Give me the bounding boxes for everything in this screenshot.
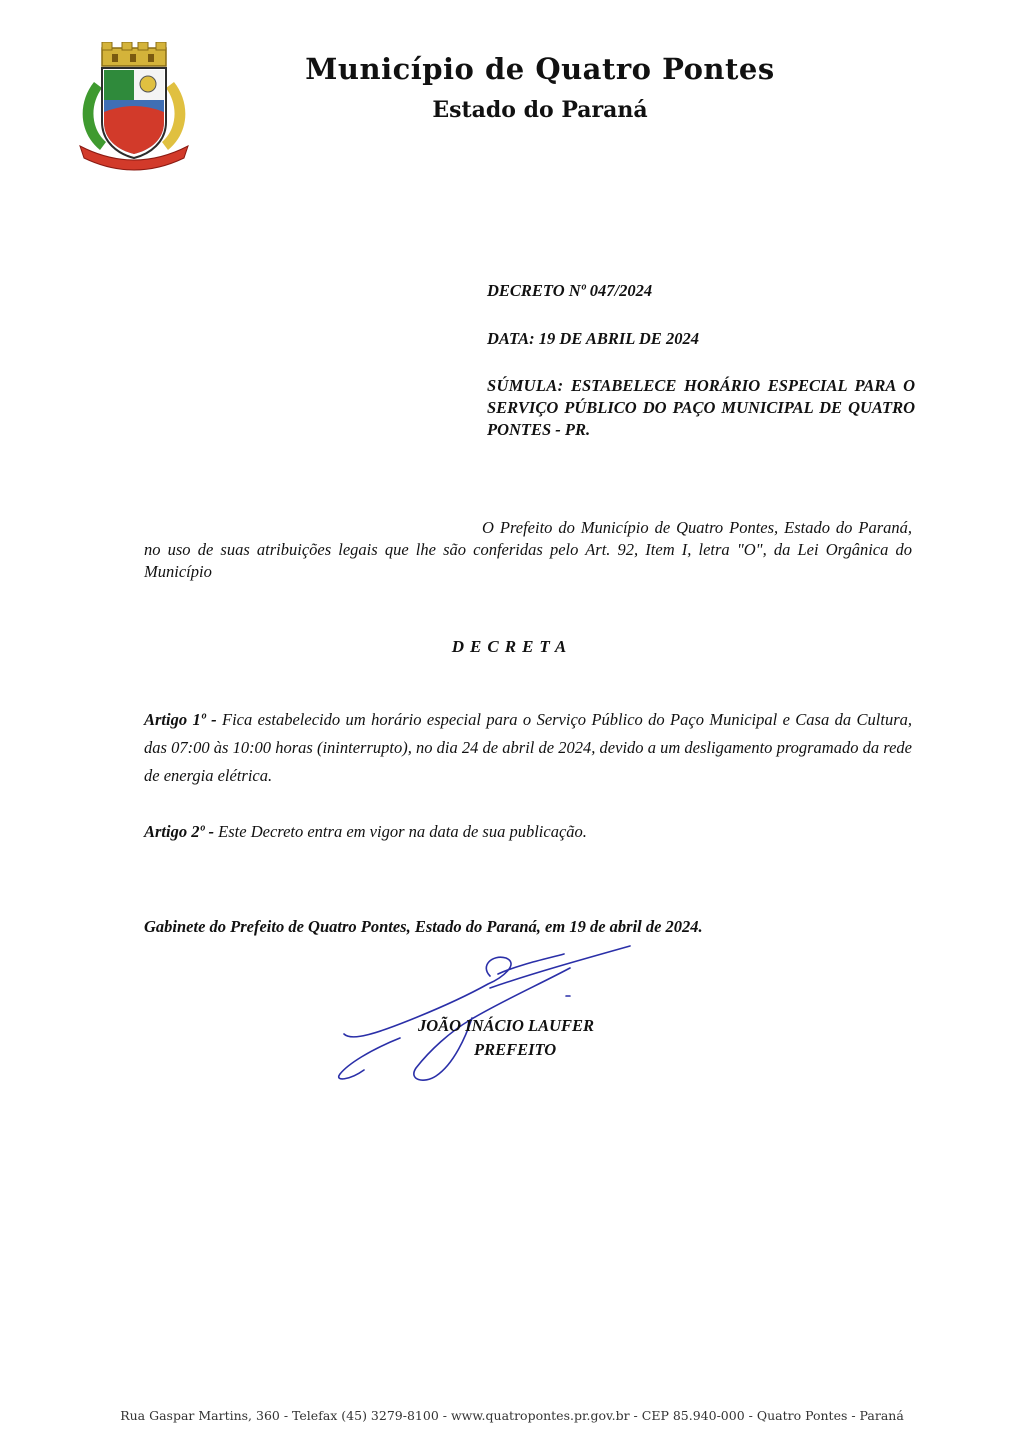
article-1-label: Artigo 1º - — [144, 710, 217, 729]
decree-number: DECRETO Nº 047/2024 — [487, 281, 653, 300]
article-2-text: Este Decreto entra em vigor na data de sua publicação. — [218, 822, 587, 841]
intro-text: O Prefeito do Município de Quatro Pontes, Estado do Paraná, no uso de suas atribuições legais que lhe são conferidas pelo Art. 92, Item I, letra "O", da Lei Orgânica do Município — [144, 518, 912, 581]
article-1-text: Fica estabelecido um horário especial para o Serviço Público do Paço Municipal e Casa da Cultura, das 07:00 às 10:00 horas (ininterrupto), no dia 24 de abril de 2024, devido a um desligamento programado da rede de energia elétrica. — [144, 710, 912, 785]
state-subtitle: Estado do Paraná — [432, 97, 648, 123]
intro-paragraph — [144, 517, 912, 583]
crest-crown — [102, 42, 166, 66]
handwritten-signature — [330, 938, 650, 1088]
signer-name: JOÃO INÁCIO LAUFER — [418, 1016, 595, 1035]
municipal-crest — [72, 42, 196, 172]
article-2 — [144, 818, 912, 846]
closing-line: Gabinete do Prefeito de Quatro Pontes, Estado do Paraná, em 19 de abril de 2024. — [144, 917, 703, 936]
decreta-heading: DECRETA — [451, 637, 573, 656]
signer-role: PREFEITO — [474, 1040, 557, 1059]
article-2-label: Artigo 2º - — [144, 822, 215, 841]
signer-block — [418, 1014, 678, 1062]
crest-shield — [102, 68, 166, 158]
article-1 — [144, 706, 912, 790]
municipality-title: Município de Quatro Pontes — [305, 52, 775, 86]
decree-summary — [487, 375, 915, 441]
summary-text: ESTABELECE HORÁRIO ESPECIAL PARA O SERVIÇO PÚBLICO DO PAÇO MUNICIPAL DE QUATRO PONTES - PR. — [487, 376, 915, 439]
decree-date: DATA: 19 DE ABRIL DE 2024 — [487, 329, 699, 348]
summary-label: SÚMULA: — [487, 376, 564, 395]
footer-address: Rua Gaspar Martins, 360 - Telefax (45) 3279-8100 - www.quatropontes.pr.gov.br - CEP 85.940-000 - Quatro Pontes - Paraná — [120, 1408, 904, 1423]
